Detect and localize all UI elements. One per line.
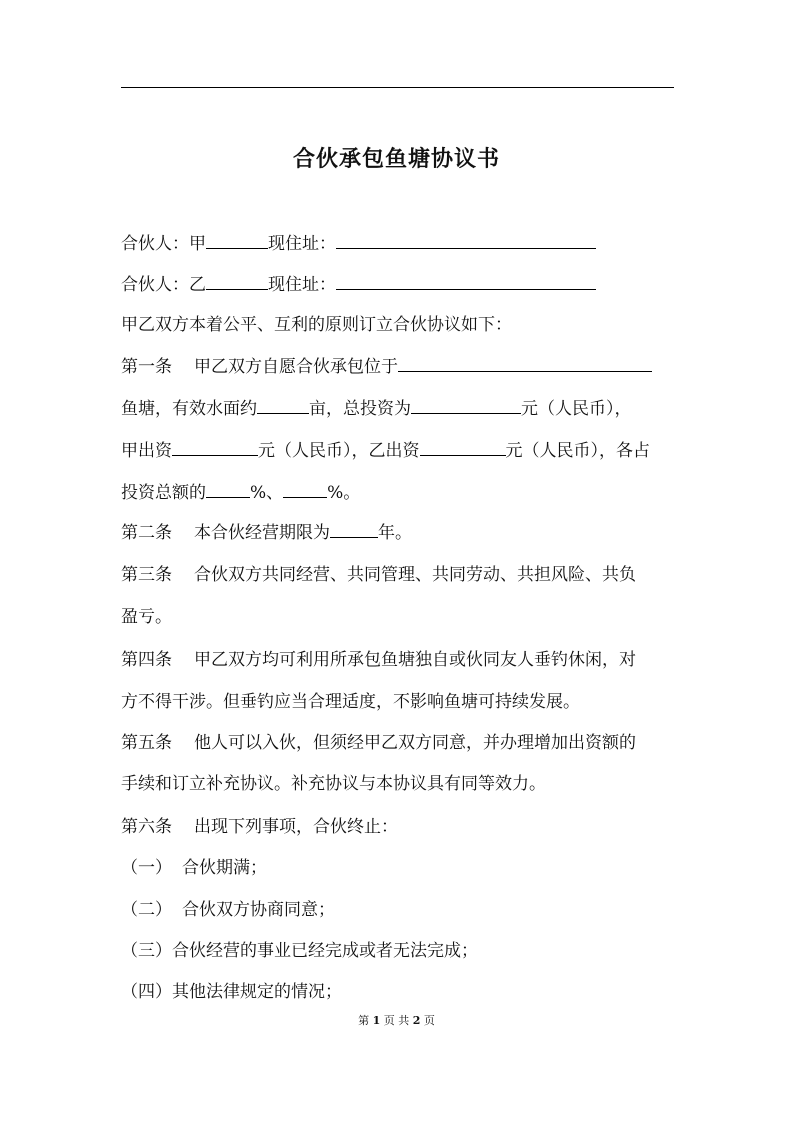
- list-item-number: （三）: [121, 941, 172, 961]
- list-item: [121, 981, 674, 1003]
- footer-middle: 页 共: [383, 1014, 410, 1027]
- partner-b-share-blank[interactable]: [283, 481, 327, 498]
- article-6-number: 第六条: [121, 817, 172, 837]
- partner-a-investment-blank[interactable]: [172, 439, 258, 456]
- partner-b-name-blank[interactable]: [206, 273, 268, 290]
- partner-a-label: 合伙人：甲: [121, 234, 206, 254]
- article-5-line-2: 手续和订立补充协议。补充协议与本协议具有同等效力。: [121, 774, 546, 794]
- article-1-text-2c: 元（人民币），: [521, 399, 632, 419]
- article-1-text-3c: 元（人民币），各占: [505, 441, 650, 461]
- article-1-text-1: 甲乙双方自愿合伙承包位于: [194, 357, 398, 377]
- article-1-text-3b: 元（人民币），乙出资: [258, 441, 420, 461]
- list-item-text: 合伙期满；: [182, 858, 267, 878]
- article-2-line: [121, 521, 674, 544]
- intro-line: 甲乙双方本着公平、互利的原则订立合伙协议如下：: [121, 315, 512, 335]
- article-4-line-2: 方不得干涉。但垂钓应当合理适度，不影响鱼塘可持续发展。: [121, 692, 580, 712]
- partner-a-line: [121, 232, 674, 255]
- article-2-number: 第二条: [121, 523, 172, 543]
- partner-a-share-blank[interactable]: [206, 481, 250, 498]
- partner-a-address-blank[interactable]: [336, 232, 596, 249]
- list-item-text: 合伙双方协商同意；: [182, 900, 335, 920]
- article-5-text-1: 他人可以入伙，但须经甲乙双方同意，并办理增加出资额的: [194, 733, 636, 753]
- list-item-number: （四）: [121, 982, 172, 1002]
- article-1-line-2: [121, 397, 674, 420]
- article-1-text-4c: %。: [327, 483, 361, 503]
- footer-prefix: 第: [358, 1014, 370, 1027]
- article-1-text-3a: 甲出资: [121, 441, 172, 461]
- article-1-text-2a: 鱼塘，有效水面约: [121, 399, 257, 419]
- article-4-line-1: [121, 649, 674, 671]
- article-6-text-1: 出现下列事项，合伙终止：: [194, 817, 398, 837]
- list-item-text: 合伙经营的事业已经完成或者无法完成；: [172, 941, 478, 961]
- article-3-line-1: [121, 564, 674, 586]
- header-rule: [121, 87, 674, 88]
- total-investment-blank[interactable]: [411, 397, 521, 414]
- list-item: [121, 940, 674, 962]
- article-1-line-4: [121, 481, 674, 504]
- article-4-text-1: 甲乙双方均可利用所承包鱼塘独自或伙同友人垂钓休闲，对: [194, 650, 636, 670]
- article-3-number: 第三条: [121, 565, 172, 585]
- article-2-text-b: 年。: [378, 523, 412, 543]
- article-1-text-2b: 亩，总投资为: [309, 399, 411, 419]
- footer-suffix: 页: [423, 1014, 435, 1027]
- article-1-line-1: [121, 355, 674, 378]
- article-1-line-3: [121, 439, 674, 462]
- partner-a-name-blank[interactable]: [206, 232, 268, 249]
- article-3-text-1: 合伙双方共同经营、共同管理、共同劳动、共担风险、共负: [194, 565, 636, 585]
- list-item: [121, 857, 674, 879]
- list-item-number: （二）: [121, 900, 172, 920]
- term-years-blank[interactable]: [330, 521, 378, 538]
- partner-b-line: [121, 273, 674, 296]
- document-title: 合伙承包鱼塘协议书: [292, 146, 500, 172]
- water-area-blank[interactable]: [257, 397, 309, 414]
- current-page-number: 1: [372, 1014, 381, 1027]
- article-4-number: 第四条: [121, 650, 172, 670]
- total-page-number: 2: [412, 1014, 421, 1027]
- article-6-line-1: [121, 816, 674, 838]
- partner-b-investment-blank[interactable]: [420, 439, 506, 456]
- article-3-line-2: 盈亏。: [121, 607, 172, 627]
- partner-b-address-label: 现住址：: [268, 275, 336, 295]
- page-footer: [0, 1012, 793, 1028]
- list-item: [121, 899, 674, 921]
- partner-a-address-label: 现住址：: [268, 234, 336, 254]
- article-1-text-4a: 投资总额的: [121, 483, 206, 503]
- list-item-text: 其他法律规定的情况；: [172, 982, 342, 1002]
- article-1-text-4b: %、: [250, 483, 284, 503]
- partner-b-label: 合伙人：乙: [121, 275, 206, 295]
- article-2-text-a: 本合伙经营期限为: [194, 523, 330, 543]
- pond-location-blank[interactable]: [398, 355, 652, 372]
- list-item-number: （一）: [121, 858, 172, 878]
- partner-b-address-blank[interactable]: [336, 273, 596, 290]
- article-5-line-1: [121, 732, 674, 754]
- article-1-number: 第一条: [121, 357, 172, 377]
- article-5-number: 第五条: [121, 733, 172, 753]
